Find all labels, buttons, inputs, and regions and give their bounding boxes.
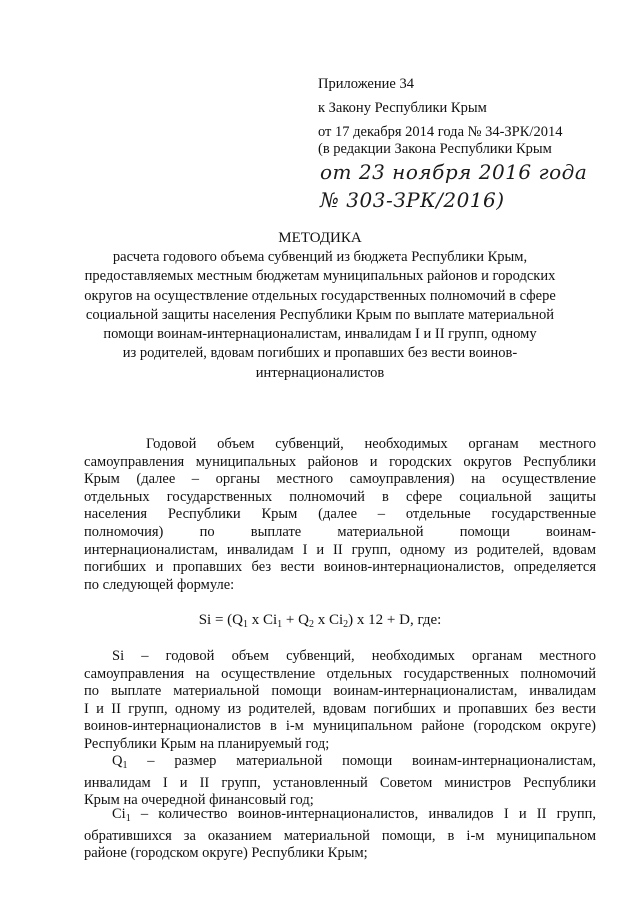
ci1-subscript: 1 <box>125 813 131 824</box>
intro-line: по следующей формуле: <box>84 576 235 593</box>
document-title: МЕТОДИКА <box>278 230 362 246</box>
intro-line: интернационалистам, инвалидам I и II групп, одному из родителей, вдовам <box>84 541 596 558</box>
q1-subscript: 1 <box>122 760 128 771</box>
ci1-symbol: Ci <box>112 806 126 822</box>
formula-subscript: 2 <box>343 619 349 630</box>
definition-line: самоуправления на осуществление отдельных государственных полномочий <box>84 665 596 682</box>
appendix-law-reference: к Закону Республики Крым <box>318 100 487 116</box>
definition-line: инвалидам I и II групп, установленный Советом министров Республики <box>84 774 596 791</box>
definition-line: обратившихся за оказанием материальной помощи, в i-м муниципальном <box>84 827 596 844</box>
subtitle-line: интернационалистов <box>255 364 385 381</box>
definition-line: по выплате материальной помощи воинам-интернационалистам, инвалидам <box>84 683 596 700</box>
formula-subscript: 1 <box>242 619 248 630</box>
formula <box>0 612 640 630</box>
intro-line: Годовой объем субвенций, необходимых органам местного <box>146 436 596 452</box>
formula-part: x Ci <box>313 612 344 628</box>
definition-q1 <box>84 753 596 810</box>
definition-line: районе (городском округе) Республики Крым; <box>84 845 368 862</box>
appendix-edition-note: (в редакции Закона Республики Крым <box>318 141 552 157</box>
definition-line: Si – годовой объем субвенций, необходимых органам местного <box>112 648 596 664</box>
definition-line: воинов-интернационалистов в i-м муниципальном районе (городском округе) <box>84 718 596 735</box>
intro-line: полномочия) по выплате материальной помощи воинам- <box>84 523 596 540</box>
definition-si <box>84 648 596 754</box>
handwritten-line-number: № 303-ЗРК/2016) <box>320 188 505 212</box>
ci1-text: – количество воинов-интернационалистов, инвалидов I и II групп, <box>130 806 596 822</box>
subtitle-line: социальной защиты населения Республики Крым по выплате материальной <box>85 306 555 323</box>
definition-line: I и II групп, одному из родителей, вдовам погибших и пропавших без вести <box>84 700 596 717</box>
appendix-number: Приложение 34 <box>318 76 414 92</box>
intro-paragraph <box>84 436 596 594</box>
definition-line <box>84 753 596 775</box>
definition-line <box>84 806 596 828</box>
appendix-law-date: от 17 декабря 2014 года № 34-ЗРК/2014 <box>318 124 563 140</box>
intro-line: Крым (далее – органы местного самоуправления) на осуществление <box>84 471 596 488</box>
formula-part: ) x 12 + D, где: <box>348 612 442 628</box>
handwritten-line-date: от 23 ноября 2016 года <box>320 160 588 184</box>
intro-line: погибших и пропавших без вести воинов-интернационалистов, определяется <box>84 559 596 576</box>
definition-ci1 <box>84 806 596 863</box>
definition-line: Крым на очередной финансовый год; <box>84 792 314 809</box>
intro-line: населения Республики Крым (далее – отдельные государственные <box>84 506 596 523</box>
subtitle-line: предоставляемых местным бюджетам муниципальных районов и городских <box>84 268 556 285</box>
formula-subscript: 2 <box>308 619 314 630</box>
formula-subscript: 1 <box>277 619 283 630</box>
subtitle-line: из родителей, вдовам погибших и пропавших без вести воинов- <box>122 345 518 362</box>
intro-line: отдельных государственных полномочий в сфере социальной защиты <box>84 488 596 505</box>
formula-part: Si = (Q <box>198 612 243 628</box>
document-subtitle <box>60 248 580 383</box>
subtitle-line: помощи воинам-интернационалистам, инвалидам I и II групп, одному <box>103 326 537 343</box>
subtitle-line: округов на осуществление отдельных государственных полномочий в сфере <box>84 287 556 304</box>
definition-line: Республики Крым на планируемый год; <box>84 735 330 752</box>
intro-line: самоуправления муниципальных районов и городских округов Республики <box>84 453 596 470</box>
formula-part: x Ci <box>247 612 278 628</box>
subtitle-line: расчета годового объема субвенций из бюджета Республики Крым, <box>112 249 528 265</box>
q1-text: – размер материальной помощи воинам-интернационалистам, <box>127 753 596 769</box>
q1-symbol: Q <box>112 753 123 769</box>
formula-part: + Q <box>282 612 309 628</box>
